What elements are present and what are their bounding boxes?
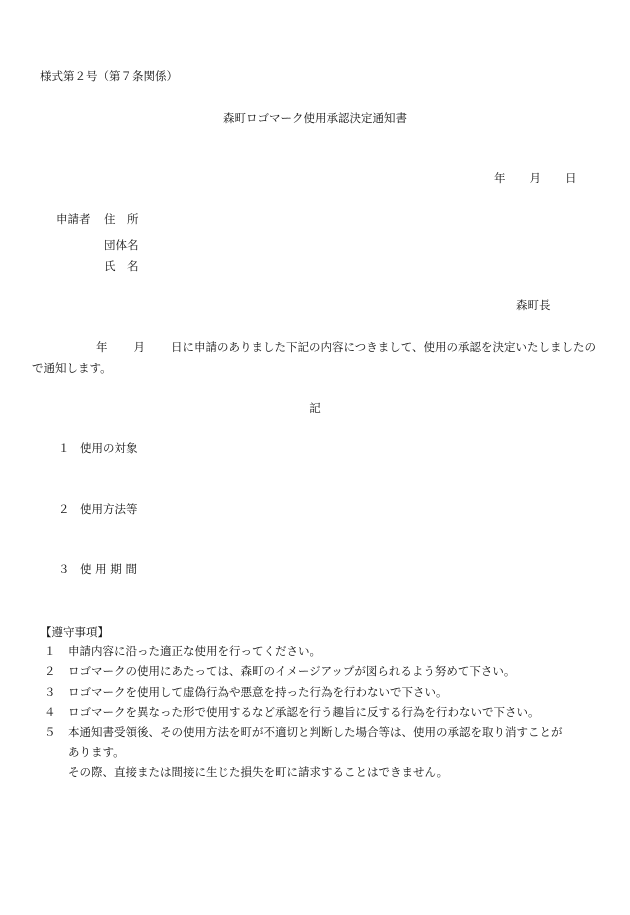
note-text: 本通知書受領後、その使用方法を町が不適切と判断した場合等は、使用の承認を取り消すことが xyxy=(68,725,563,739)
applicant-label: 申請者 xyxy=(56,212,91,226)
date-line xyxy=(494,170,577,186)
item-label: 使用の対象 xyxy=(80,441,138,455)
body-text: 日に申請のありました下記の内容につきまして、使用の承認を決定いたしましたので通知します。 xyxy=(32,340,597,375)
name-label: 氏 名 xyxy=(104,259,139,273)
item-number: ３ xyxy=(58,562,70,576)
note-text: ロゴマークを使用して虚偽行為や悪意を持った行為を行わないで下さい。 xyxy=(68,685,448,699)
body-month: 月 xyxy=(133,340,145,354)
item-number: ２ xyxy=(58,502,70,516)
note-number: ２ xyxy=(44,664,56,678)
item-target xyxy=(58,440,138,456)
group-name-label: 団体名 xyxy=(104,238,139,252)
item-usage-method xyxy=(58,501,138,517)
note-item xyxy=(44,704,540,720)
note-extra: その際、直接または間接に生じた損失を町に請求することはできません。 xyxy=(68,765,449,779)
note-item xyxy=(44,663,515,679)
note-number: ５ xyxy=(44,725,56,739)
note-number: １ xyxy=(44,644,56,658)
note-number: ３ xyxy=(44,685,56,699)
form-number: 様式第２号（第７条関係） xyxy=(40,69,178,83)
note-text: ロゴマークを異なった形で使用するなど承認を行う趣旨に反する行為を行わないで下さい。 xyxy=(68,705,540,719)
issuer: 森町長 xyxy=(516,298,551,312)
body-paragraph xyxy=(32,337,598,379)
ki-heading: 記 xyxy=(309,401,321,415)
item-label: 使 用 期 間 xyxy=(80,562,137,576)
date-month: 月 xyxy=(529,171,541,185)
document-title: 森町ロゴマーク使用承認決定通知書 xyxy=(223,111,407,125)
address-label: 住 所 xyxy=(104,212,139,226)
body-year: 年 xyxy=(96,340,108,354)
note-text: 申請内容に沿った適正な使用を行ってください。 xyxy=(68,644,321,658)
note-number: ４ xyxy=(44,705,56,719)
note-text: ロゴマークの使用にあたっては、森町のイメージアップが図られるよう努めて下さい。 xyxy=(68,664,516,678)
notes-title: 【遵守事項】 xyxy=(40,625,109,639)
item-usage-period xyxy=(58,561,137,577)
note-item xyxy=(44,684,448,700)
note-continuation: あります。 xyxy=(68,745,125,759)
note-item xyxy=(44,643,321,659)
item-label: 使用方法等 xyxy=(80,502,138,516)
date-day: 日 xyxy=(565,171,577,185)
date-year: 年 xyxy=(494,171,506,185)
item-number: １ xyxy=(58,441,70,455)
note-item xyxy=(44,724,563,740)
